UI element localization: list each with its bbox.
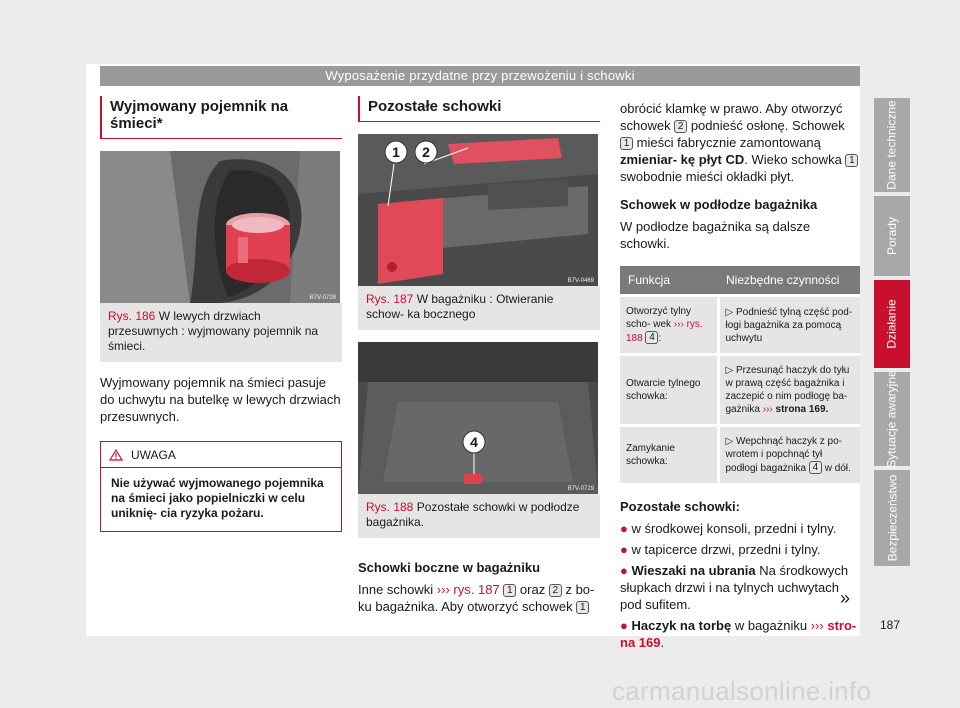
bullet-dot: ● [620,618,628,633]
bullet-item [620,562,860,613]
body-paragraph [620,100,860,185]
table-row [620,355,860,426]
table-cell [718,355,860,426]
table-cell: Zamykanie schowka: [620,426,718,484]
tab-bezpieczenstwo[interactable] [874,470,910,566]
subsection-title: Schowek w podłodze bagażnika [620,197,818,212]
bold-term: zmieniar- kę płyt CD [620,152,745,167]
figure-code: B7V-0728 [309,295,336,301]
text-segment: . Wieko schowka [744,152,842,167]
bullet-dot: ● [620,521,628,536]
item-badge: 1 [576,601,589,614]
play-triangle-icon: ▷ [725,436,734,447]
figure-code: B7V-0729 [567,486,594,492]
tab-label: Bezpieczeństwo [885,474,899,562]
cell-text: w dół. [824,463,851,474]
warning-triangle-icon [109,449,123,461]
warning-text: Nie używać wyjmowanego pojemnika na śmieci jako popielniczki w celu uniknię- cia ryzyka pożaru. [111,476,324,520]
tab-label: Dane techniczne [885,100,900,190]
watermark: carmanualsonline.info [612,676,872,706]
item-badge: 4 [809,461,822,474]
bold-term: Wieszaki na ubrania [631,563,756,578]
cell-text: Przesunąć haczyk do tyłu w prawą część bagażnika i zaczepić o nim podłogę ba- gażnika [725,365,850,415]
figure-caption [358,494,600,538]
body-paragraph: W podłodze bagażnika są dalsze schowki. [620,219,811,251]
caption-label: Rys. 188 [366,500,414,514]
text-segment: . [660,635,665,650]
functions-table [620,266,860,483]
play-triangle-icon: ▷ [725,306,734,318]
subsection-title: Schowki boczne w bagażniku [358,560,541,575]
tab-label: Porady [885,216,899,256]
page-ref-link[interactable]: strona 169. [775,404,829,415]
subsection-title: Pozostałe schowki: [620,499,740,514]
warning-title: UWAGA [131,448,176,462]
bullet-text: Na środkowych słupkach drzwi i na tylnych uchwytach pod sufitem. [620,563,849,612]
trunk-floor-illustration [358,342,598,494]
tab-dzialanie[interactable] [874,280,910,368]
table-cell: Otwarcie tylnego schowka: [620,355,718,426]
table-header-row [620,266,860,296]
warning-box [100,441,342,532]
column-1 [100,96,342,532]
trash-bin-illustration [100,151,340,303]
marker-1: 1 [392,144,400,160]
warning-header [101,442,341,468]
side-tabs [874,98,910,570]
ref-arrow: ››› [673,319,684,330]
caption-text: Pozostałe schowki w podłodze bagażnika. [366,500,580,529]
table-row [620,426,860,484]
body-paragraph: Wyjmowany pojemnik na śmieci pasuje do uchwytu na butelkę w lewych drzwiach przesuwnych. [100,375,341,424]
body-paragraph [358,581,600,615]
bullet-item [620,541,860,558]
tab-label: Sytuacje awaryjne [885,370,900,468]
page-number: 187 [880,618,901,632]
text-segment: z bo- ku bagażnika. Aby otworzyć schowek [358,582,595,614]
ref-arrow: ››› [436,582,450,597]
tab-label: Działanie [885,299,900,349]
cell-text: Otworzyć tylny scho- wek [626,306,692,330]
table-cell [718,296,860,355]
cell-text: Wepchnąć haczyk z po- wrotem i popchnąć tył podłogi bagażnika [725,436,842,474]
ref-arrow: ››› [762,404,773,415]
table-cell: Otworzyć tylny scho- wek ››› rys. 188 4 : [620,296,718,355]
tab-sytuacje-awaryjne[interactable] [874,372,910,466]
column-3 [620,96,860,651]
column-2 [358,96,600,615]
table-row [620,296,860,355]
table-cell [718,426,860,484]
caption-label: Rys. 186 [108,309,156,323]
bullet-text: w tapicerce drzwi, przedni i tylny. [631,542,821,557]
item-badge: 2 [674,120,687,133]
figure-ref-link[interactable]: rys. 188 [626,319,703,344]
section-title: Wyjmowany pojemnik na śmieci* [100,96,342,139]
marker-4: 4 [470,434,478,450]
table-header: Funkcja [620,266,718,296]
tab-porady[interactable] [874,196,910,276]
bullet-dot: ● [620,542,628,557]
text-segment: swobodnie mieści okładki płyt. [620,169,795,184]
ref-arrow: ››› [810,618,824,633]
caption-text: W lewych drzwiach przesuwnych : wyjmowany pojemnik na śmieci. [108,309,319,353]
figure-187 [358,134,598,286]
text-segment: obrócić klamkę w prawo. Aby otworzyć schowek [620,101,843,133]
page-ref-link[interactable]: stro- na 169 [620,618,857,650]
item-badge: 1 [503,584,516,597]
marker-2: 2 [422,144,430,160]
continue-chevron-icon: » [840,588,851,608]
caption-label: Rys. 187 [366,292,414,306]
bold-term: Haczyk na torbę [631,618,732,633]
tab-dane-techniczne[interactable] [874,98,910,192]
bullet-text: w bagażniku [734,618,808,633]
text-segment: Inne schowki [358,582,434,597]
item-badge: 2 [549,584,562,597]
cell-text: Podnieść tylną część pod- łogi bagażnika za pomocą uchwytu [725,306,853,344]
text-segment: oraz [519,582,546,597]
section-title: Pozostałe schowki [358,96,600,122]
item-badge: 1 [620,137,633,150]
bullet-dot: ● [620,563,628,578]
play-triangle-icon: ▷ [725,365,734,376]
text-segment: podnieść osłonę. Schowek [690,118,845,133]
figure-caption [358,286,600,330]
figure-186 [100,151,340,303]
figure-ref-link[interactable]: rys. 187 [453,582,500,597]
figure-caption [100,303,342,362]
bullet-item [620,520,860,537]
bullet-text: w środkowej konsoli, przedni i tylny. [631,521,837,536]
figure-code: B7V-0469 [567,278,594,284]
item-badge: 4 [645,331,658,344]
page-header: Wyposażenie przydatne przy przewożeniu i schowki [100,66,860,86]
table-header: Niezbędne czynności [718,266,860,296]
bullet-item [620,617,860,651]
caption-text: W bagażniku : Otwieranie schow- ka bocznego [366,292,554,321]
item-badge: 1 [845,154,858,167]
text-segment: mieści fabrycznie zamontowaną [636,135,821,150]
figure-188 [358,342,598,494]
